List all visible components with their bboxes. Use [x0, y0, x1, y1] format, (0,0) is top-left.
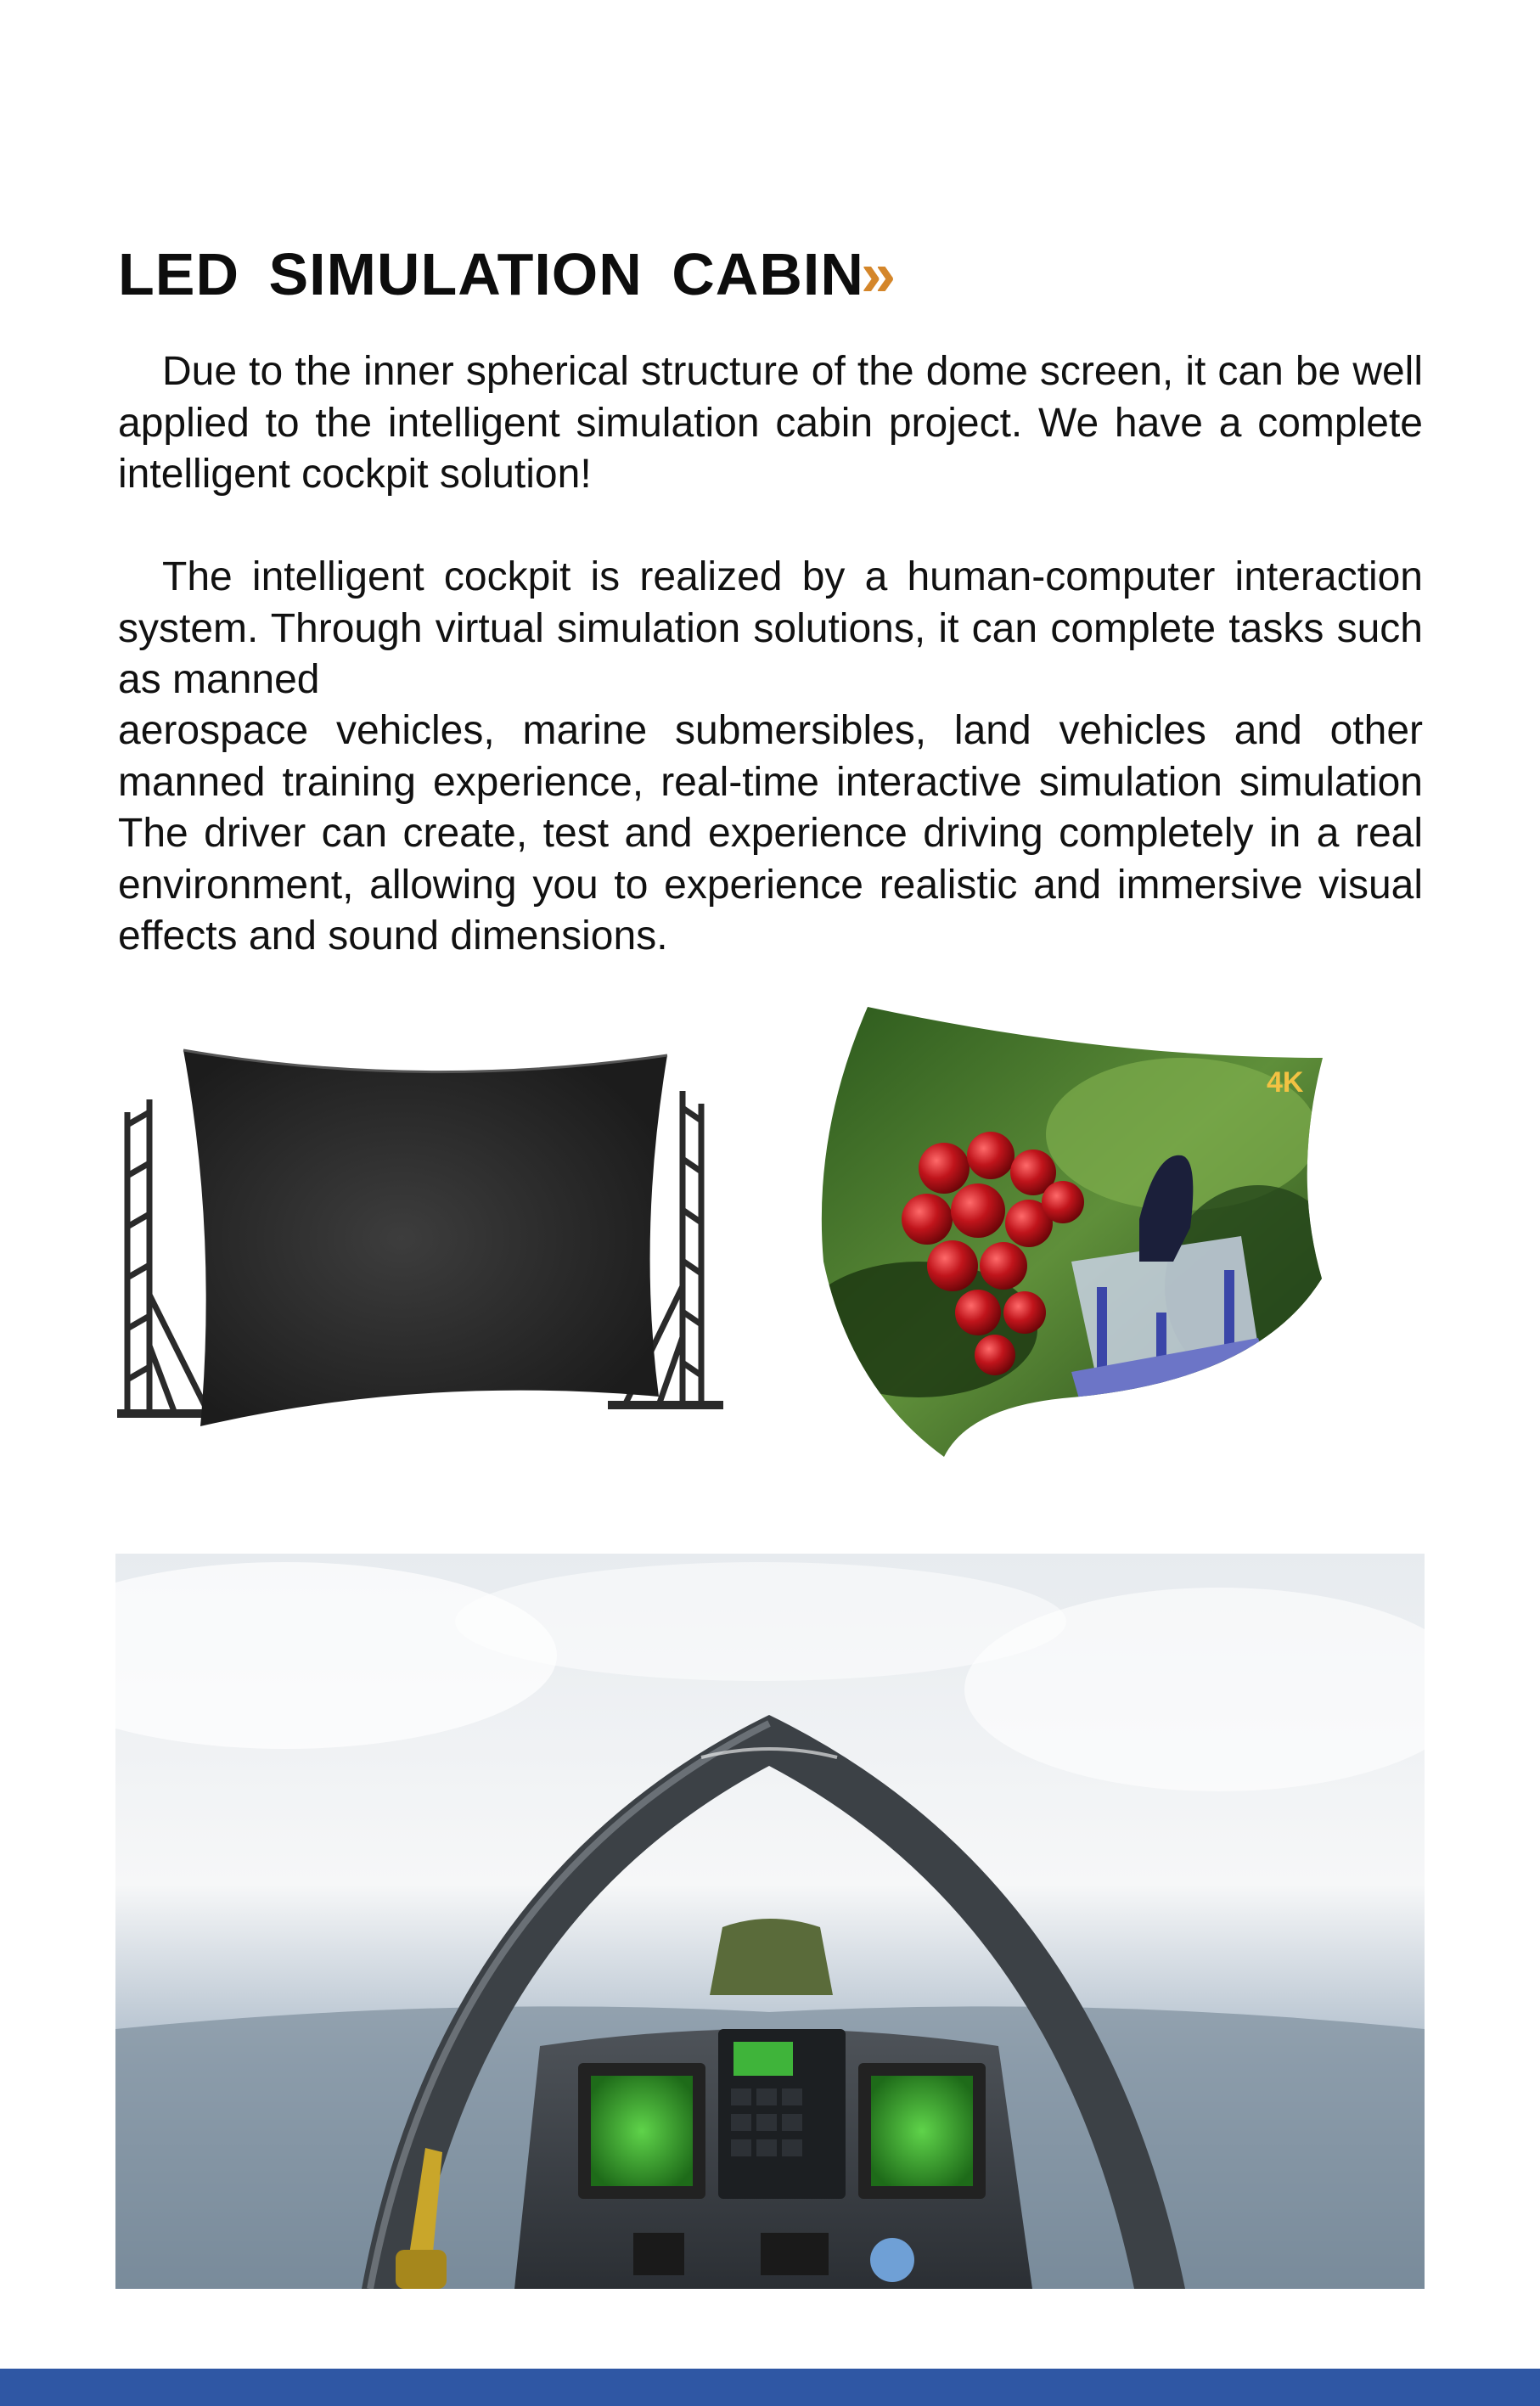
- intro-paragraph: Due to the inner spherical structure of the dome screen, it can be well applied to the intelligent simulation cabin project. We have a complete intelligent cockpit solution!: [118, 349, 1423, 497]
- cockpit-paragraph-continued: aerospace vehicles, marine submersibles, land vehicles and other manned training experience, real-time interactive simulation simulation The driver can create, test and experience driving completely in a real environment, allowing you to experience realistic and immersive visual effects and sound dimensions.: [118, 708, 1423, 958]
- cockpit-paragraph: The intelligent cockpit is realized by a human-computer interaction system. Through virtual simulation solutions, it can complete tasks such as manned: [118, 554, 1423, 702]
- fighter-cockpit-image: [115, 1554, 1425, 2289]
- dome-screen-image: [817, 1007, 1336, 1457]
- dome-4k-badge: 4K: [1267, 1066, 1304, 1099]
- curved-led-screen-image: [115, 1040, 727, 1436]
- page-title: LED SIMULATION CABIN: [118, 241, 864, 307]
- footer-bar: [0, 2369, 1540, 2406]
- double-chevron-right-icon: »: [861, 239, 896, 309]
